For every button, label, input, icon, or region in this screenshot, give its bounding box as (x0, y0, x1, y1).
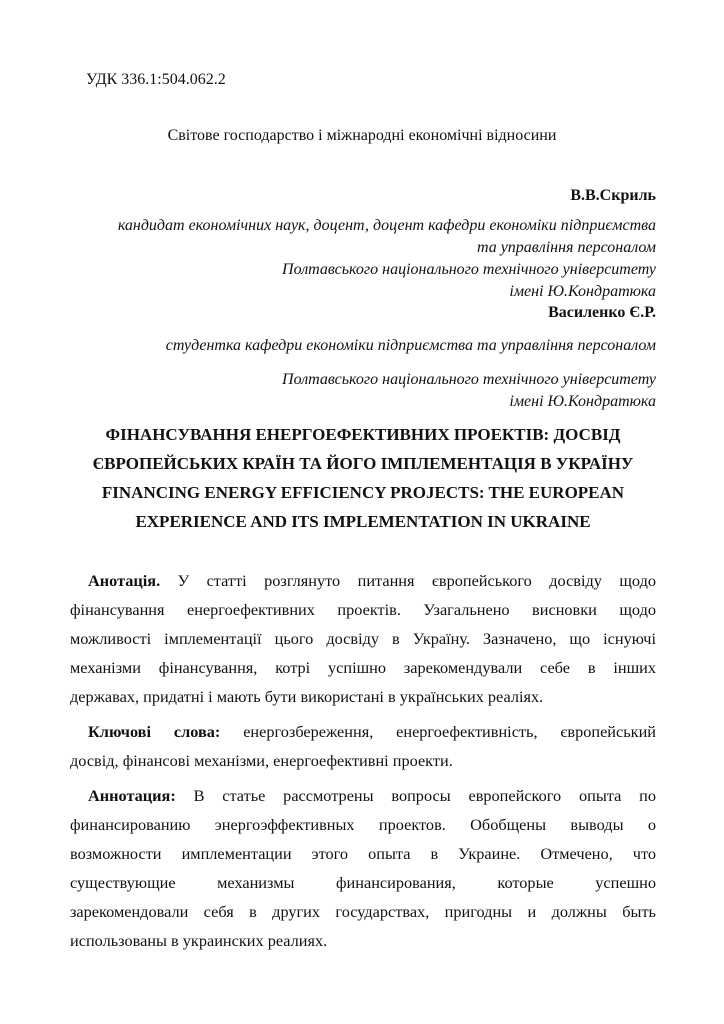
article-title (70, 420, 656, 536)
keywords-text: енергозбереження, енергоефективність, європейський (220, 722, 657, 741)
abstract-line: механізми фінансування, котрі успішно зарекомендували себе в інших (70, 658, 656, 677)
abstract-ua-label: Анотація. (88, 571, 161, 590)
abstract-ru-line: зарекомендовали себя в других государствах, пригодны и должны быть (70, 902, 656, 921)
author-affiliation-line: Полтавського національного технічного університету (282, 261, 656, 278)
author-name: В.В.Скриль (570, 187, 656, 204)
abstract-ru (70, 781, 656, 955)
keywords-ua (70, 717, 656, 775)
title-ua-line: ЄВРОПЕЙСЬКИХ КРАЇН ТА ЙОГО ІМПЛЕМЕНТАЦІЯ В УКРАЇНУ (92, 454, 634, 473)
abstract-ru-line: возможности имплементации этого опыта в Украине. Отмечено, что (70, 844, 656, 863)
author-affiliation-line: імені Ю.Кондратюка (509, 283, 656, 300)
section-heading: Світове господарство і міжнародні економічні відносини (167, 127, 557, 144)
abstract-text: У статті розглянуто питання європейського досвіду щодо (160, 571, 656, 590)
article-body (70, 566, 656, 955)
abstract-ru-line: использованы в украинских реалиях. (70, 931, 328, 950)
keywords-line: досвід, фінансові механізми, енергоефективні проекти. (70, 751, 453, 770)
abstract-line: фінансування енергоефективних проектів. Узагальнено висновки щодо (70, 600, 656, 619)
keywords-line (70, 717, 656, 746)
author-affiliation-line: імені Ю.Кондратюка (509, 393, 656, 410)
author-affiliation-line: кандидат економічних наук, доцент, доцент кафедри економіки підприємства (117, 217, 656, 234)
abstract-line (70, 566, 656, 595)
abstract-ru-line: финансированию энергоэффективных проектов. Обобщены выводы о (70, 815, 656, 834)
author-affiliation-line: студентка кафедри економіки підприємства та управління персоналом (165, 337, 656, 354)
udc-code: УДК 336.1:504.062.2 (86, 71, 226, 88)
title-en-line: FINANCING ENERGY EFFICIENCY PROJECTS: THE EUROPEAN (101, 483, 625, 502)
abstract-line: державах, придатні і мають бути використані в українських реаліях. (70, 687, 544, 706)
abstract-ru-text: В статье рассмотрены вопросы европейского опыта по (175, 786, 656, 805)
keywords-label: Ключові слова: (88, 722, 221, 741)
author-name: Василенко Є.Р. (548, 304, 656, 321)
author-affiliation-line: та управління персоналом (476, 239, 656, 256)
abstract-line: можливості імплементації цього досвіду в Україну. Зазначено, що існуючі (70, 629, 656, 648)
abstract-ru-label: Аннотация: (88, 786, 176, 805)
author-affiliation-line: Полтавського національного технічного університету (282, 371, 656, 388)
abstract-ua (70, 566, 656, 711)
abstract-ru-line (70, 781, 656, 810)
authors-block (70, 186, 656, 413)
title-en-line: EXPERIENCE AND ITS IMPLEMENTATION IN UKRAINE (135, 512, 591, 531)
abstract-ru-line: существующие механизмы финансирования, которые успешно (70, 873, 656, 892)
title-ua-line: ФІНАНСУВАННЯ ЕНЕРГОЕФЕКТИВНИХ ПРОЕКТІВ: ДОСВІД (105, 425, 621, 444)
